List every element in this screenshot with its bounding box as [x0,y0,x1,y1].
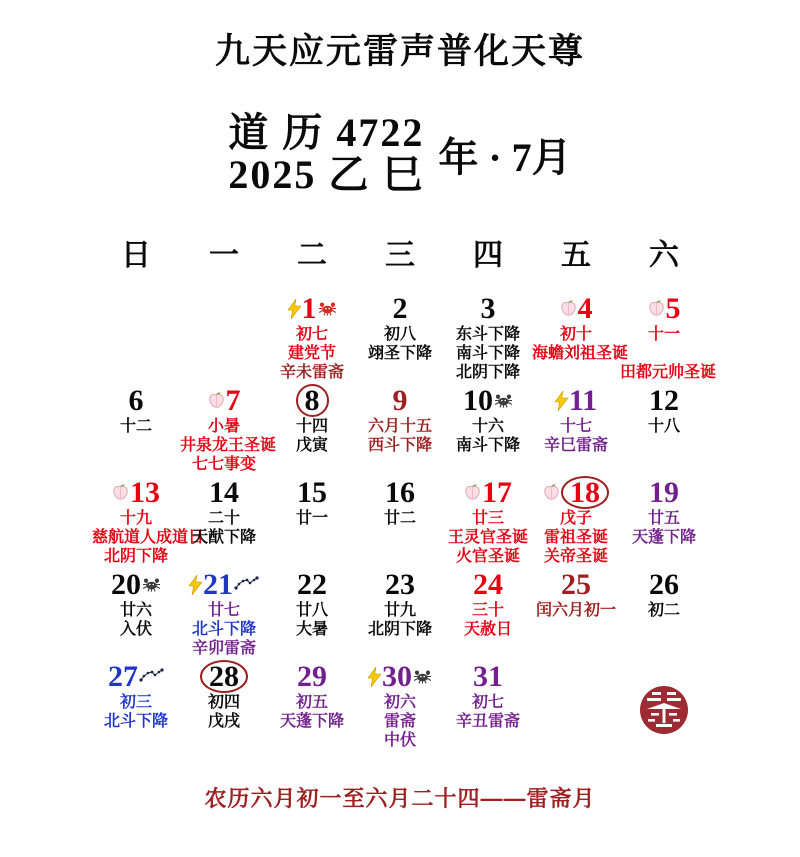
calendar-note: 北阴下降 [455,364,520,381]
footer-note: 农历六月初一至六月二十四——雷斋月 [204,786,596,811]
calendar-cell[interactable] [268,566,356,658]
seal-cell [620,658,708,752]
calendar-note: 廿三 [471,510,504,527]
day-number: 11 [568,384,598,417]
calendar-note: 戊戌 [207,713,240,730]
calendar-cell[interactable] [180,474,268,566]
empty-cell [180,290,268,382]
calendar-note: 天蓬下降 [631,529,696,546]
day-number: 1 [301,292,317,325]
calendar-grid [0,290,800,752]
day-number: 13 [130,476,160,509]
day-number-row [444,568,532,601]
lightning-icon [555,391,568,411]
day-number: 6 [128,384,144,417]
peach-icon [112,484,129,501]
day-number-row [620,476,708,509]
calendar-note: 十七 [559,418,592,435]
calendar-note: 建党节 [287,345,336,362]
calendar-cell[interactable] [268,382,356,474]
calendar-cell[interactable] [268,290,356,382]
empty-cell [532,658,620,752]
weekday-label: 三 [385,239,415,272]
day-number-row [180,476,268,509]
calendar-note: 西斗下降 [367,437,432,454]
calendar-note: 初七 [295,326,328,343]
calendar-cell[interactable] [356,382,444,474]
calendar-cell[interactable] [620,290,717,382]
calendar-note: 火官圣诞 [455,548,520,565]
day-number: 19 [649,476,679,509]
day-number: 29 [297,660,327,693]
calendar-cell[interactable] [532,290,629,382]
month-label: 年 · 7月 [438,134,572,180]
day-number: 25 [561,568,591,601]
calendar-note: 辛未雷斋 [279,364,344,381]
calendar-note: 大暑 [295,621,328,638]
day-number-row [620,568,708,601]
calendar-note: 初二 [647,602,680,619]
page-title: 九天应元雷声普化天尊 [214,32,585,71]
calendar-cell[interactable] [356,290,444,382]
day-number: 27 [108,660,138,693]
year-stack [228,112,424,196]
day-number: 31 [473,660,503,693]
calendar-note: 北斗下降 [191,621,256,638]
day-number-row [92,568,180,601]
calendar-cell[interactable] [444,566,532,658]
calendar-note: 辛卯雷斋 [191,640,256,657]
calendar-note: 南斗下降 [455,437,520,454]
day-number-circled: 18 [561,476,609,509]
calendar-note: 田都元帅圣诞 [620,364,717,381]
calendar-subtitle [0,112,800,196]
calendar-cell[interactable] [620,566,708,658]
day-number: 4 [577,292,593,325]
weekday-label: 日 [121,239,151,272]
calendar-note: 天猷下降 [191,529,256,546]
weekday-row [0,230,800,274]
day-number-row [532,292,620,325]
calendar-cell[interactable] [444,290,532,382]
calendar-cell[interactable] [92,566,180,658]
day-number-row [268,292,356,325]
calendar-cell[interactable] [180,658,268,752]
calendar-note: 十四 [295,418,328,435]
day-number: 26 [649,568,679,601]
calendar-note: 初八 [383,326,416,343]
calendar-note: 初四 [207,694,240,711]
day-number-circled: 8 [296,384,329,417]
day-number: 24 [473,568,503,601]
day-number-row [268,476,356,509]
day-number: 17 [482,476,512,509]
calendar-note: 初六 [383,694,416,711]
calendar-note: 辛巳雷斋 [543,437,608,454]
calendar-cell[interactable] [92,658,180,752]
calendar-cell[interactable] [444,474,532,566]
calendar-cell[interactable] [444,658,532,752]
weekday-label: 二 [297,239,327,272]
calendar-note: 海蟾刘祖圣诞 [532,345,629,362]
crab-red-icon [318,301,337,316]
day-number: 7 [225,384,241,417]
calendar-note: 北斗下降 [103,713,168,730]
calendar-note: 二十 [207,510,240,527]
longevity-seal-icon [639,685,689,735]
day-number-row [444,292,532,325]
calendar-note: 六月十五 [367,418,432,435]
day-number: 22 [297,568,327,601]
day-number-row [532,568,620,601]
dao-year-label: 道 历 4722 [228,110,425,155]
calendar-note: 十六 [471,418,504,435]
calendar-note: 廿五 [647,510,680,527]
day-number: 16 [385,476,415,509]
day-number: 5 [665,292,681,325]
calendar-cell[interactable] [268,474,356,566]
day-number-row [532,384,620,417]
lightning-icon [189,575,202,595]
calendar-cell[interactable] [268,658,356,752]
day-number-row [92,660,180,693]
calendar-note: 十九 [119,510,152,527]
day-number-row [620,384,708,417]
crab-dark-icon [494,393,513,408]
day-number-row [444,384,532,417]
calendar-note: 廿九 [383,602,416,619]
day-number-row [356,660,444,693]
calendar-note: 廿六 [119,602,152,619]
day-number-circled: 28 [200,660,248,693]
calendar-page [0,24,800,813]
day-number-row [356,476,444,509]
empty-cell [92,290,180,382]
day-number: 30 [382,660,412,693]
calendar-note: 北阴下降 [367,621,432,638]
day-number-row [444,476,532,509]
lightning-icon [288,299,301,319]
weekday-label: 五 [561,239,591,272]
day-number: 3 [480,292,496,325]
peach-icon [648,300,665,317]
calendar-cell[interactable] [180,566,268,658]
calendar-note: 王灵官圣诞 [447,529,528,546]
calendar-note: 关帝圣诞 [543,548,608,565]
calendar-note: 北阴下降 [103,548,168,565]
calendar-cell[interactable] [532,474,620,566]
day-number-row [268,384,356,417]
day-number: 23 [385,568,415,601]
weekday-label: 四 [473,239,503,272]
day-number: 10 [463,384,493,417]
day-number-row [356,292,444,325]
calendar-note: 闰六月初一 [535,602,616,619]
calendar-cell[interactable] [356,566,444,658]
lightning-icon [368,667,381,687]
peach-icon [560,300,577,317]
calendar-note: 廿二 [383,510,416,527]
weekday-label: 六 [649,239,679,272]
day-number-row [92,384,180,417]
calendar-note: 初十 [559,326,592,343]
calendar-note: 戊子 [559,510,592,527]
calendar-cell[interactable] [92,382,180,474]
calendar-note: 十八 [647,418,680,435]
calendar-note: 七七事变 [191,456,256,473]
day-number-row [620,292,708,325]
dipper-icon [234,576,259,593]
day-number-row [180,384,268,417]
day-number: 15 [297,476,327,509]
peach-icon [208,392,225,409]
day-number: 14 [209,476,239,509]
calendar-note: 初五 [295,694,328,711]
day-number-row [180,568,268,601]
day-number: 20 [111,568,141,601]
calendar-note: 中伏 [383,732,416,749]
calendar-note: 十二 [119,418,152,435]
crab-dark-icon [142,577,161,592]
calendar-note: 东斗下降 [455,326,520,343]
calendar-cell[interactable] [356,658,444,752]
calendar-note: 小暑 [207,418,240,435]
gregorian-year-label: 2025 乙 巳 [228,152,425,197]
calendar-cell[interactable] [92,474,205,566]
calendar-cell[interactable] [620,474,708,566]
calendar-note: 三十 [471,602,504,619]
calendar-note: 十一 [647,326,680,343]
calendar-note [620,344,708,363]
dipper-icon [139,668,164,685]
day-number: 2 [392,292,408,325]
day-number-row [356,384,444,417]
day-number-row [444,660,532,693]
day-number: 12 [649,384,679,417]
crab-dark-icon [413,669,432,684]
day-number-row [92,476,180,509]
day-number-row [532,476,620,509]
calendar-note: 辛丑雷斋 [455,713,520,730]
day-number-row [268,660,356,693]
calendar-cell[interactable] [180,382,277,474]
calendar-cell[interactable] [532,382,620,474]
day-number: 9 [392,384,408,417]
day-number: 21 [203,568,233,601]
calendar-note: 廿七 [207,602,240,619]
calendar-note: 井泉龙王圣诞 [180,437,277,454]
day-number-row [268,568,356,601]
peach-icon [543,484,560,501]
calendar-note: 南斗下降 [455,345,520,362]
weekday-label: 一 [209,239,239,272]
calendar-note: 天蓬下降 [279,713,344,730]
calendar-note: 初三 [119,694,152,711]
calendar-note: 雷祖圣诞 [543,529,608,546]
calendar-cell[interactable] [620,382,708,474]
calendar-note: 天赦日 [463,621,512,638]
calendar-note: 戊寅 [295,437,328,454]
calendar-cell[interactable] [356,474,444,566]
day-number-row [180,660,268,693]
calendar-note: 慈航道人成道日 [92,529,205,546]
day-number-row [356,568,444,601]
calendar-cell[interactable] [532,566,620,658]
calendar-note: 翊圣下降 [367,345,432,362]
peach-icon [464,484,481,501]
calendar-cell[interactable] [444,382,532,474]
calendar-note: 入伏 [119,621,152,638]
calendar-note: 廿八 [295,602,328,619]
calendar-note: 雷斋 [383,713,416,730]
calendar-note: 廿一 [295,510,328,527]
calendar-note: 初七 [471,694,504,711]
